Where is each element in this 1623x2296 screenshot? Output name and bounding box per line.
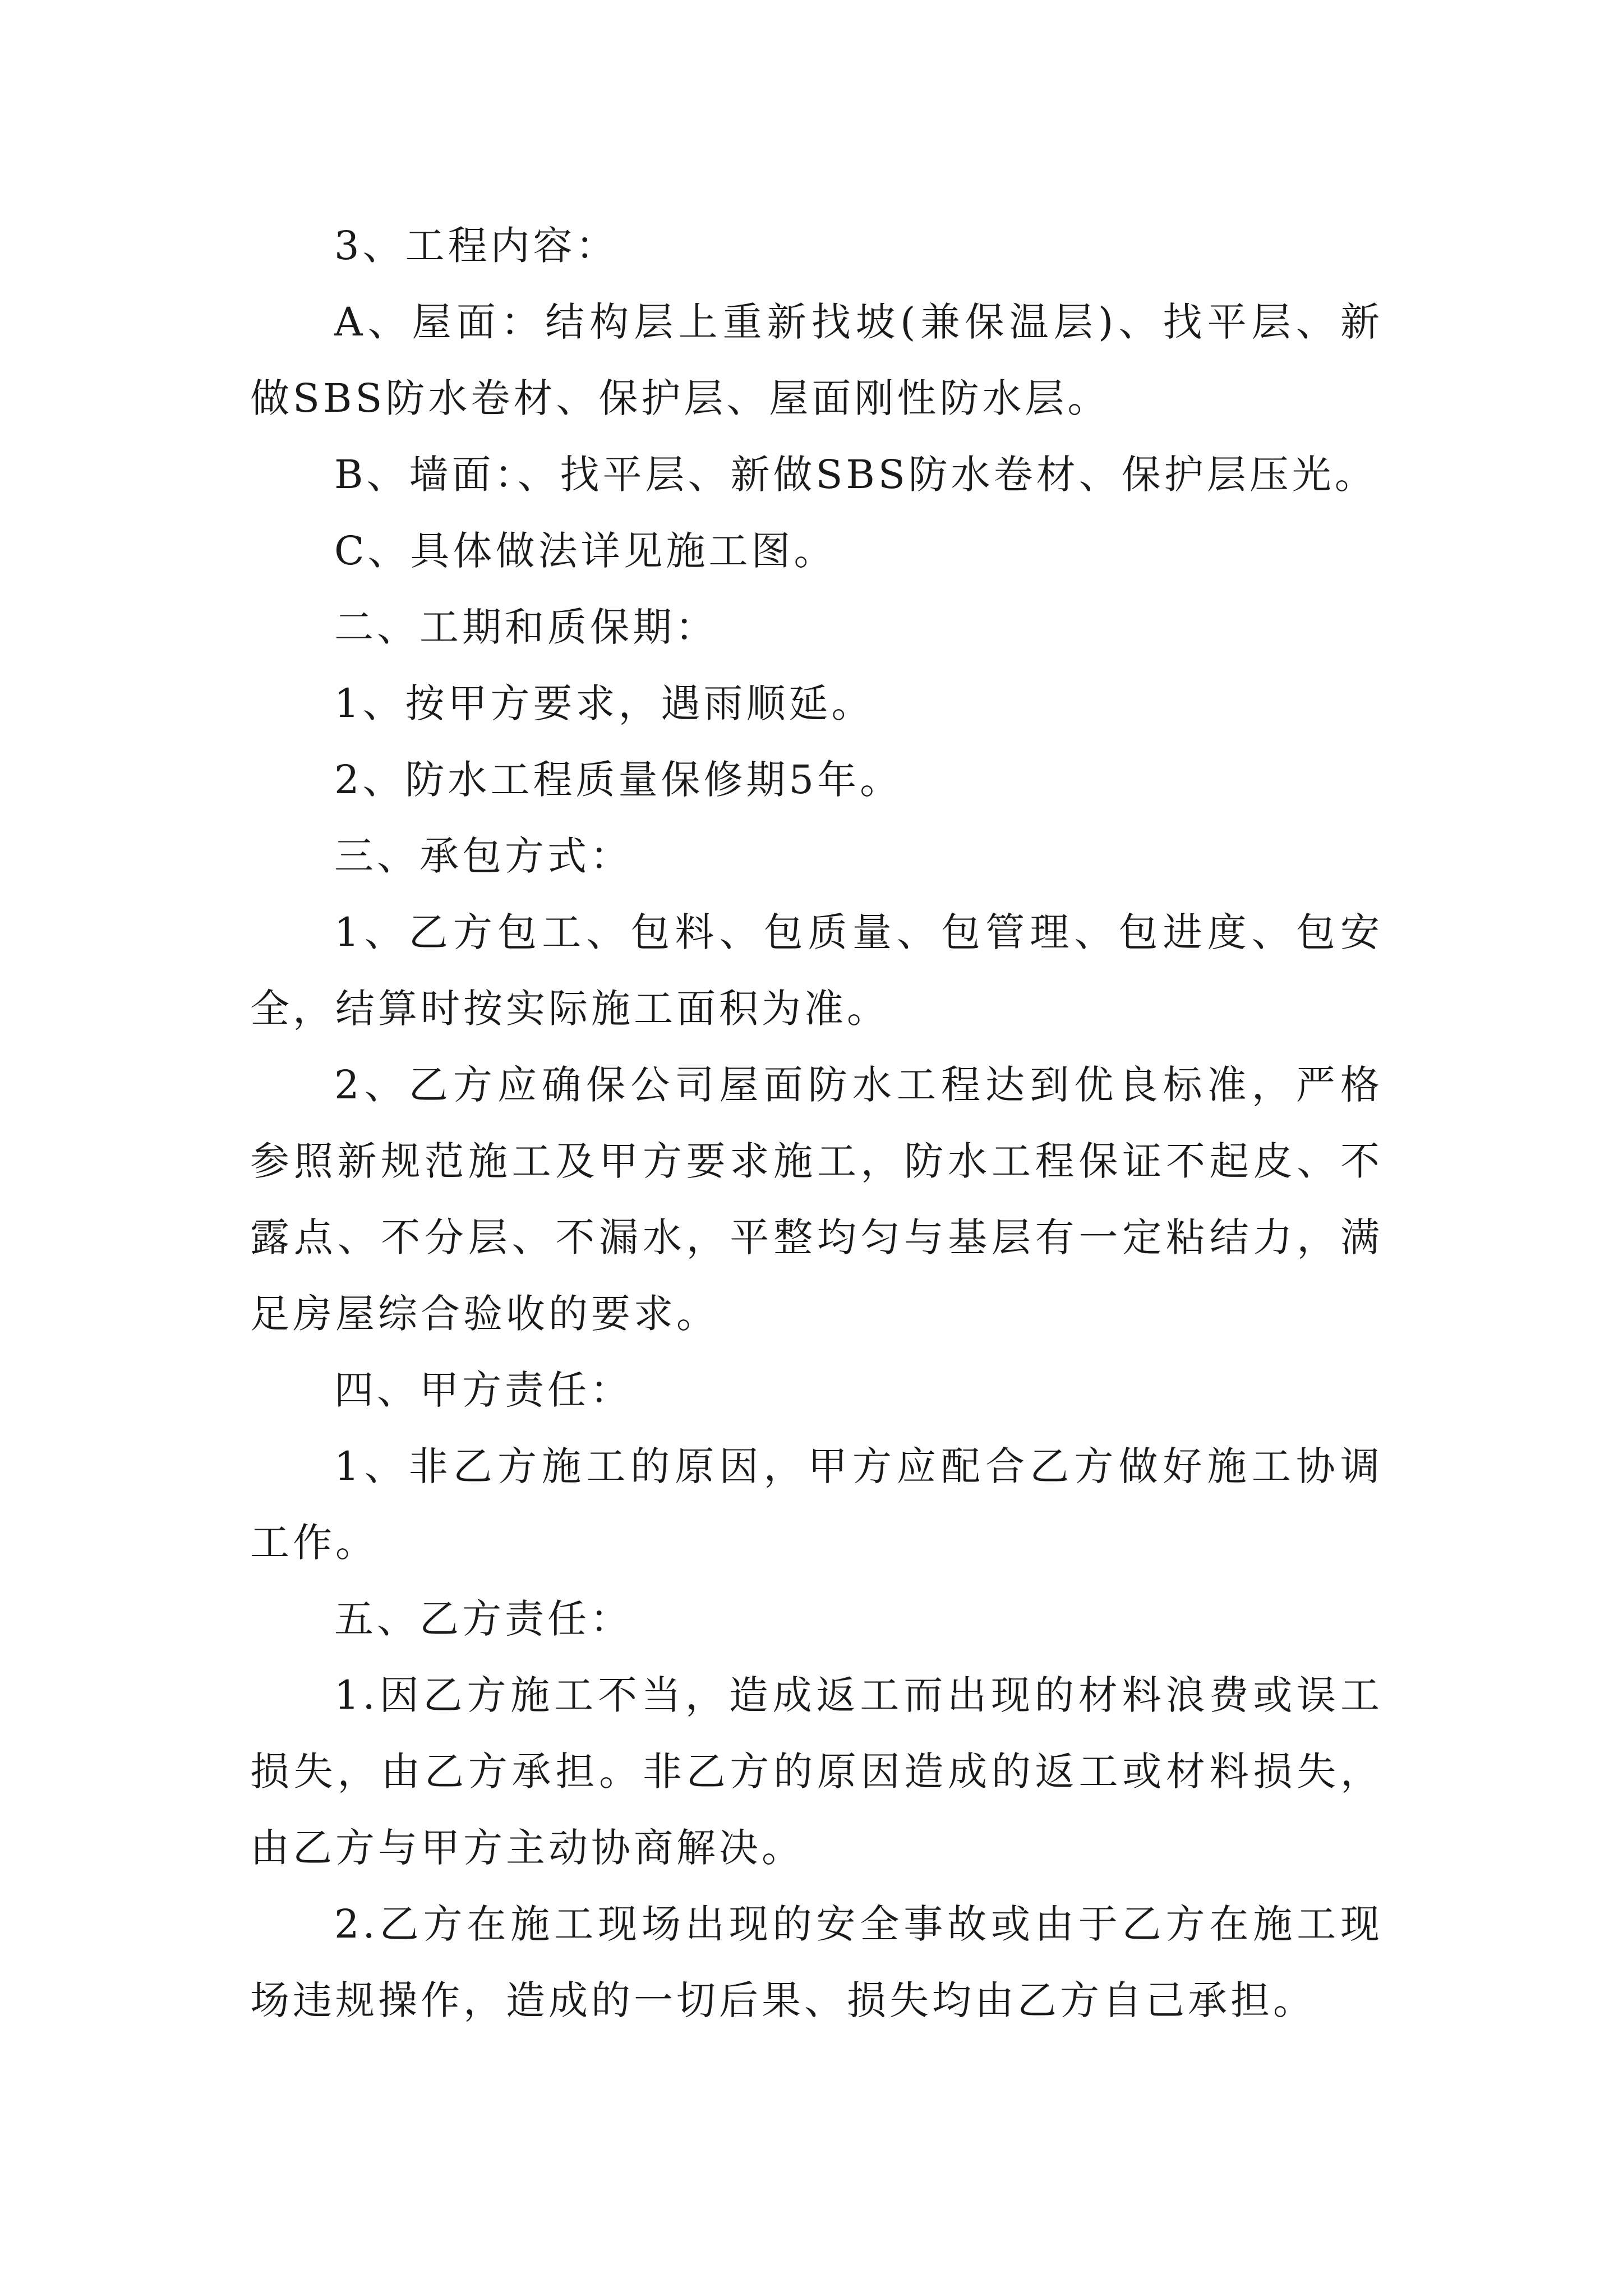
paragraph-schedule: 1、按甲方要求，遇雨顺延。 xyxy=(334,680,874,726)
paragraph-quality-standard: 2、乙方应确保公司屋面防水工程达到优良标准，严格参照新规范施工及甲方要求施工，防水工程保证不起皮、不露点、不分层、不漏水，平整均匀与基层有一定粘结力，满足房屋综合验收的要求。 xyxy=(250,1062,1383,1337)
section-heading-contract-mode: 三、承包方式： xyxy=(334,833,633,879)
paragraph-rework-loss: 1.因乙方施工不当，造成返工而出现的材料浪费或误工损失，由乙方承担。非乙方的原因造成的返工或材料损失，由乙方与甲方主动协商解决。 xyxy=(250,1672,1383,1871)
paragraph-contract-scope: 1、乙方包工、包料、包质量、包管理、包进度、包安全，结算时按实际施工面积为准。 xyxy=(250,909,1383,1032)
paragraph-warranty: 2、防水工程质量保修期5年。 xyxy=(334,757,903,803)
section-heading-project-content: 3、工程内容： xyxy=(334,223,619,269)
paragraph-party-a-cooperation: 1、非乙方施工的原因，甲方应配合乙方做好施工协调工作。 xyxy=(250,1443,1383,1566)
paragraph-roof: A、屋面：结构层上重新找坡(兼保温层)、找平层、新做SBS防水卷材、保护层、屋面刚性防水层。 xyxy=(250,299,1383,421)
paragraph-wall: B、墙面：、找平层、新做SBS防水卷材、保护层压光。 xyxy=(334,452,1377,498)
section-heading-party-a-duties: 四、甲方责任： xyxy=(334,1367,633,1413)
document-body xyxy=(250,208,1383,2039)
section-heading-schedule-warranty: 二、工期和质保期： xyxy=(334,604,718,650)
section-heading-party-b-duties: 五、乙方责任： xyxy=(334,1596,633,1642)
paragraph-safety-liability: 2.乙方在施工现场出现的安全事故或由于乙方在施工现场违规操作，造成的一切后果、损失均由乙方自己承担。 xyxy=(250,1901,1383,2023)
paragraph-see-drawings: C、具体做法详见施工图。 xyxy=(334,528,837,574)
